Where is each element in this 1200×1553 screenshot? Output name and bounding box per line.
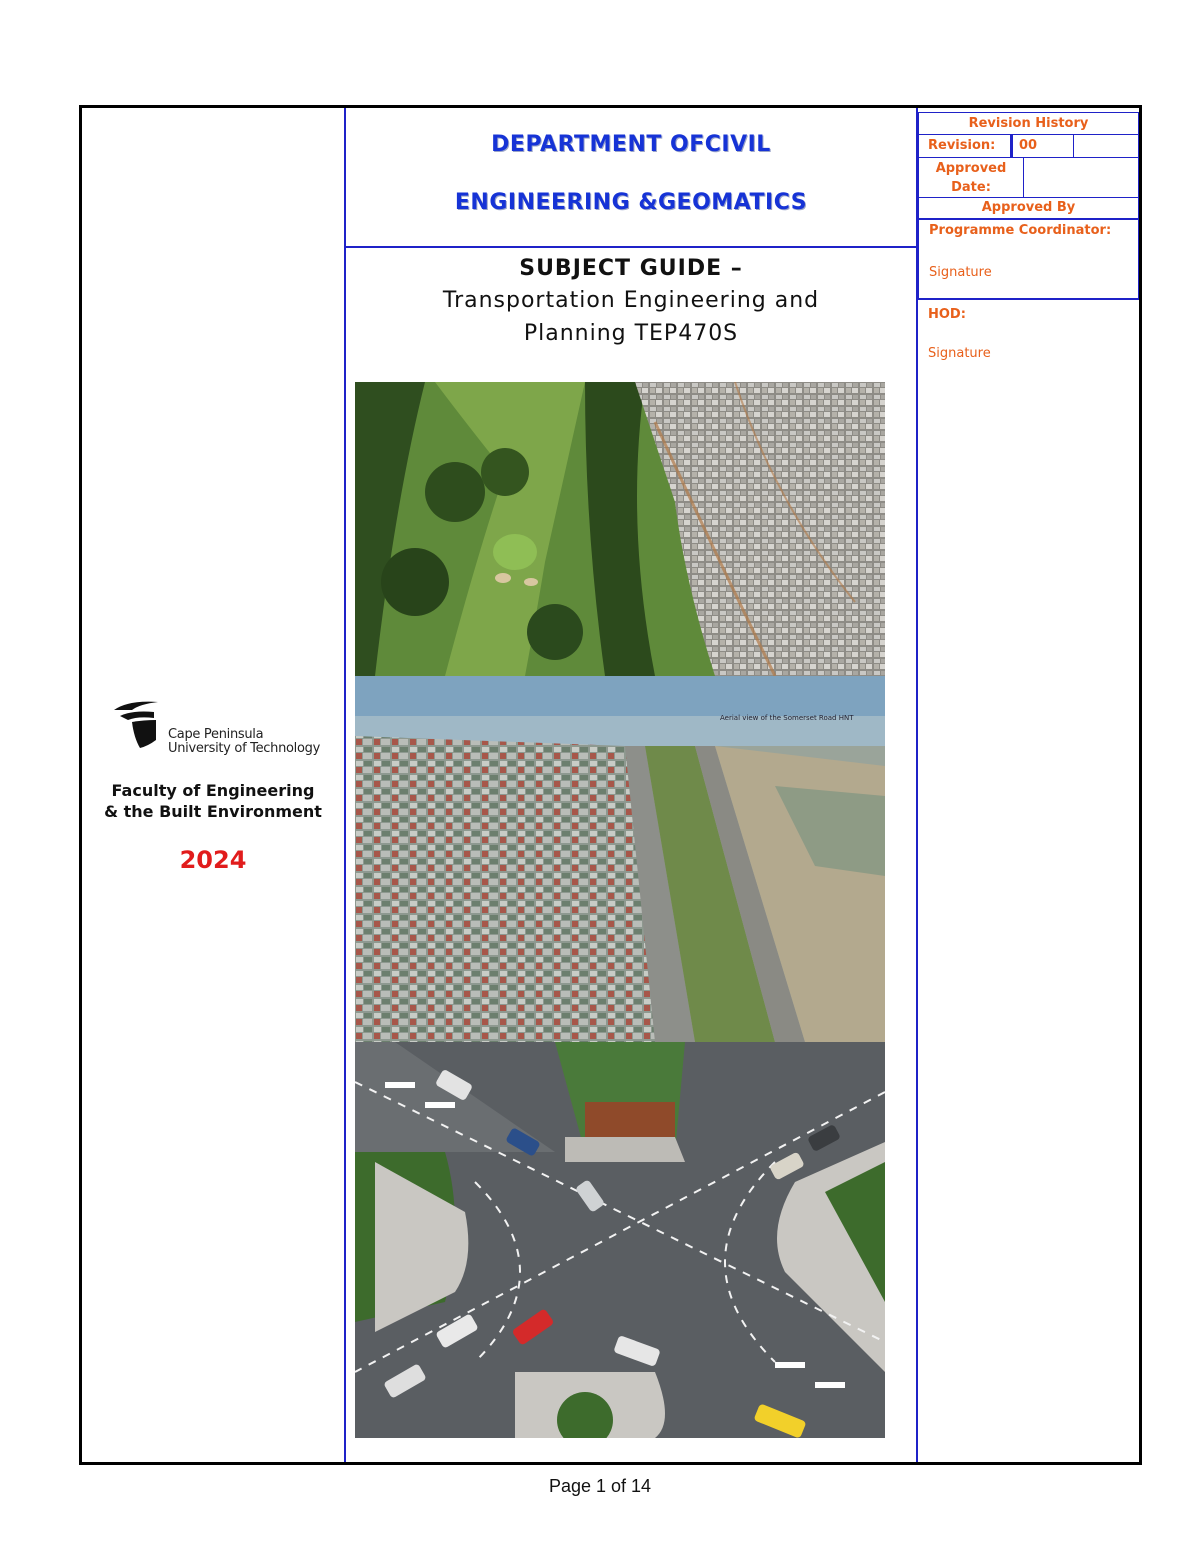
coordinator-box — [918, 220, 1139, 300]
revision-value: 00 — [1011, 135, 1074, 158]
revision-row — [918, 135, 1139, 158]
approved-by-heading: Approved By — [918, 198, 1139, 220]
year-label: 2024 — [179, 846, 247, 874]
faculty-line2: & the Built Environment — [104, 802, 322, 821]
faculty-line1: Faculty of Engineering — [111, 781, 315, 800]
subject-guide-title — [346, 254, 916, 350]
university-logo — [110, 696, 330, 758]
cput-emblem-icon — [110, 696, 166, 754]
revision-empty-cell — [1074, 135, 1139, 158]
faculty-name — [82, 780, 344, 822]
logo-text-line2: University of Technology — [168, 741, 320, 756]
aerial-photo-city — [355, 676, 885, 1042]
photo-caption: Aerial view of the Somerset Road HNT — [720, 714, 854, 722]
aerial-photo-golf-settlement — [355, 382, 885, 676]
department-line1: DEPARTMENT OFCIVIL — [491, 132, 771, 157]
aerial-photo-intersection — [355, 1042, 885, 1438]
approved-date-label — [918, 158, 1024, 198]
approved-date-value — [1024, 158, 1139, 198]
logo-text-line1: Cape Peninsula — [168, 727, 264, 742]
left-column — [82, 108, 346, 1462]
hod-signature: Signature — [928, 346, 991, 361]
revision-panel — [918, 108, 1139, 1462]
guide-subtitle-line2: Planning TEP470S — [523, 321, 739, 346]
guide-subtitle-line1: Transportation Engineering and — [442, 288, 820, 313]
approved-date-label-line2: Date: — [951, 180, 991, 195]
department-header — [346, 108, 916, 248]
revision-label: Revision: — [918, 135, 1011, 158]
middle-column — [346, 108, 918, 1462]
cover-frame — [79, 105, 1142, 1465]
approved-date-row — [918, 158, 1139, 198]
department-line2: ENGINEERING &GEOMATICS — [454, 190, 808, 215]
cover-photos — [355, 382, 885, 1438]
approved-date-label-line1: Approved — [935, 161, 1007, 176]
coordinator-signature: Signature — [929, 265, 992, 280]
revision-history-heading: Revision History — [918, 112, 1139, 135]
page-number: Page 1 of 14 — [548, 1476, 652, 1496]
hod-label: HOD: — [928, 307, 966, 322]
coordinator-label: Programme Coordinator: — [929, 223, 1112, 238]
guide-title: SUBJECT GUIDE – — [519, 256, 743, 281]
